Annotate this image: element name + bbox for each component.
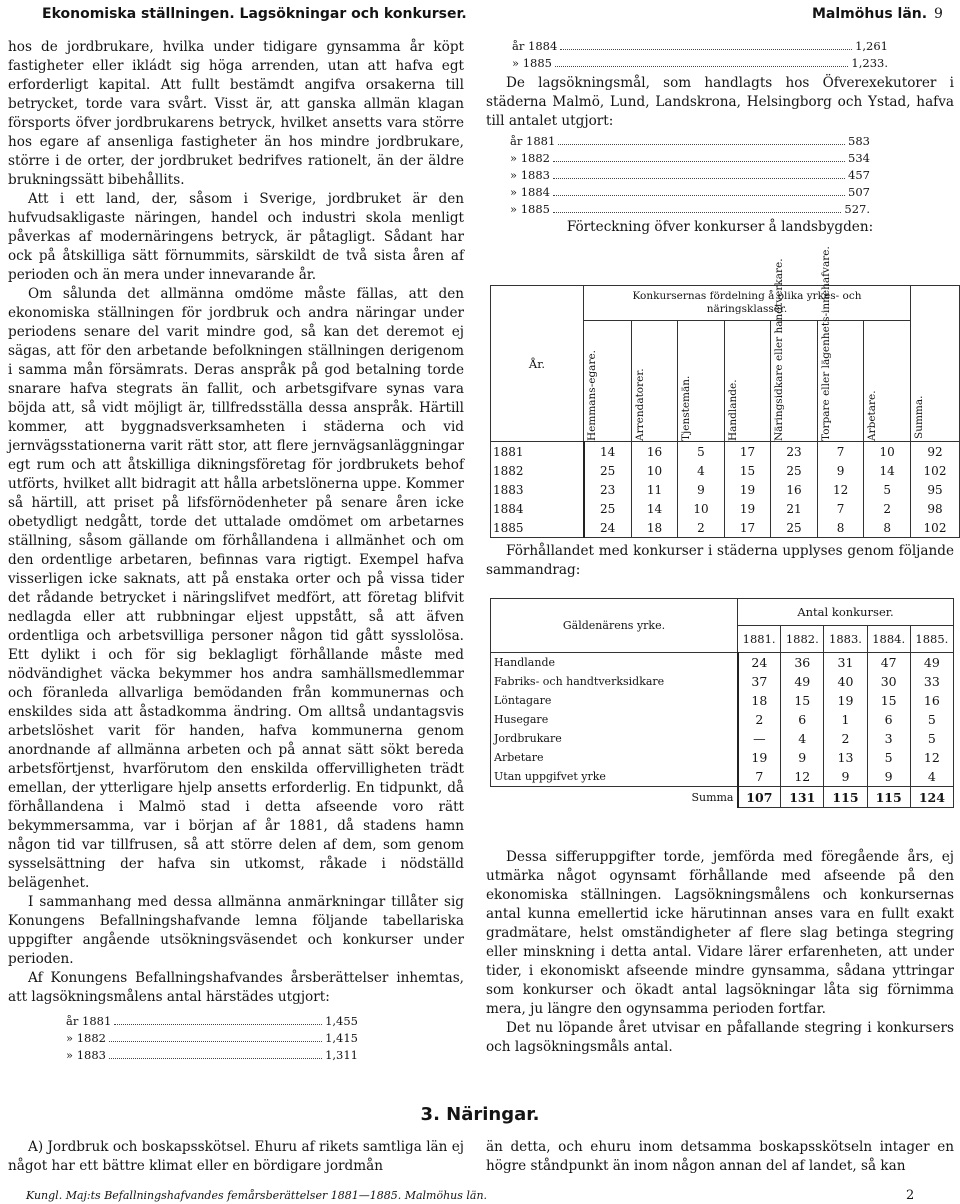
column-header: Arrendatorer. — [631, 321, 678, 442]
column-header: Torpare eller lägenhets-innehafvare. — [817, 321, 864, 442]
column-header: Arbetare. — [864, 321, 911, 442]
table-row: 1885 24 18 2 17 25 8 8 102 — [491, 518, 960, 538]
section-heading: 3. Näringar. — [420, 1104, 540, 1125]
table-row: Fabriks- och handtverksidkare 37 49 40 30 33 — [491, 672, 954, 691]
list-item: » 1882 534 — [510, 151, 870, 165]
rural-table-title: Förteckning öfver konkurser å landsbygden: — [566, 219, 874, 235]
rural-bankruptcy-table — [490, 246, 960, 538]
section-left-text — [8, 1138, 464, 1176]
left-column — [8, 38, 464, 1064]
column-group-header: Antal konkurser. — [738, 599, 954, 626]
paragraph: Dessa sifferuppgifter torde, jemförda med föregående års, ej utmärka något ogynsamt förhållande med afseende på den ekonomiska ställningen. Lagsökningsmålens och konkursernas antal kunna emellertid icke härutinnan anses vara en fullt exakt gradmätare, helst omständigheter af flere slag betinga stegring eller minskning i detta antal. Vidare lärer erfarenheten, att under tider, i ekonomiskt afseende mindre gynsamma, sådana yttringar som konkurser och ökadt antal lagsökningar låta sig förnimma mera, ju längre den ogynsamma perioden fortfar. — [486, 849, 954, 1017]
paragraph: Att i ett land, der, såsom i Sverige, jordbruket är den hufvudsakligaste näringen, handel och industri skola menligt påverkas af modernäringens betryck, är påtagligt. Sådant har ock på åtskilliga sätt förnummits, särskildt de två sista åren af perioden och än mera under innevarande år. — [8, 191, 464, 283]
list-item: » 1883 457 — [510, 168, 870, 182]
column-group-header: Konkursernas fördelning å olika yrkes- och näringsklasser. — [584, 286, 911, 321]
column-header-year: 1881. — [738, 626, 781, 653]
column-header: Hemmans-egare. — [584, 321, 632, 442]
table-sum-row: Summa 107 131 115 115 124 — [491, 787, 954, 808]
table-row: 1882 25 10 4 15 25 9 14 102 — [491, 461, 960, 480]
table-row: Arbetare 19 9 13 5 12 — [491, 748, 954, 767]
paragraph: I sammanhang med dessa allmänna anmärkningar tillåter sig Konungens Befallningshafvande lemna följande tabellariska uppgifter angående utsökningsväsendet och konkurser under perioden. — [8, 894, 464, 967]
lagsokning-list-cont — [512, 38, 888, 72]
list-item: » 1884 507 — [510, 185, 870, 199]
column-header: Näringsidkare eller handtverkare. — [771, 321, 818, 442]
list-item: år 1884 1,261 — [512, 39, 888, 53]
table-row: 1881 14 16 5 17 23 7 10 92 — [491, 442, 960, 462]
paragraph: Om sålunda det allmänna omdöme måste fällas, att den ekonomiska ställningen för jordbruk och andra näringar under periodens senare del varit mindre god, så kan det deremot ej sägas, att för den arbetande befolkningen ställningen derigenom i samma mån försämrats. Deras anspråk på god betalning torde snarare hafva stegrats än fallit, och arbetsgifvare synas vara böjda att, så vidt möjligt är, tillfredsställa dessa anspråk. Härtill kommer, att byggnadsverksamheten i städerna och vid jernvägsstationerna varit rätt stor, att flere jernvägsanläggningar egt rum och att åtskilliga dikningsföretag för jordbrukets behof utförts, hvilket allt bidragit att hålla arbetslönerna uppe. Kommer så härtill, att priset på lifsförnödenheter på senare åren icke obetydligt nedgått, torde det uttalade omdömet om arbetarnes ställning, såsom gällande om förhållandena i allmänhet och om den ordentlige arbetaren, befinnas vara rigtigt. Exempel hafva visserligen icke saknats, att på enstaka orter och på vissa tider det rådande betrycket i näringslifvet medfört, att företag blifvit nedlagda eller att rubbningar eljest uppstått, så att äfven ordentliga och arbetsvilliga personer någon tid gått sysslolösa. Ett dylikt i och för sig beklagligt förhållande måste med nödvändighet väcka bekymmer hos andra samhällsmedlemmar och föranleda allvarliga bemödanden från kommunernas och enskildes sida att åstadkomma ändring. Om alltså undantagsvis arbetslöshet varit för handen, hafva kommunerna genom anordnande af allmänna arbeten och på annat sätt sökt bereda arbetsförtjenst, hvarförutom den enskilda offervilligheten trädt emellan, der ytterligare hjelp ansetts erforderlig. En tidpunkt, då förhållandena i Malmö stad i detta afseende voro rätt bekymmersamma, var i början af år 1881, då stadens hamn någon tid var tillfrusen, så att större delen af dem, som genom sysselsättning der hafva sin utkomst, råkade i nödställd belägenhet. — [8, 286, 464, 891]
page-number: 9 — [934, 6, 943, 22]
lagsokning-list — [66, 1013, 358, 1064]
table-row: 1883 23 11 9 19 16 12 5 95 — [491, 480, 960, 499]
paragraph: Af Konungens Befallningshafvandes årsberättelser inhemtas, att lagsökningsmålens antal härstädes utgjort: — [8, 970, 464, 1005]
table-row: 1884 25 14 10 19 21 7 2 98 — [491, 499, 960, 518]
section-right-text — [486, 1138, 954, 1176]
town-bankruptcy-table — [490, 598, 954, 808]
list-item: » 1883 1,311 — [66, 1048, 358, 1062]
column-header: Tjenstemän. — [678, 321, 725, 442]
table-row: Husegare 2 6 1 6 5 — [491, 710, 954, 729]
list-item: » 1885 1,233. — [512, 56, 888, 70]
column-header-year: 1884. — [867, 626, 910, 653]
right-column-closing — [486, 848, 954, 1057]
table-row: Jordbrukare — 4 2 3 5 — [491, 729, 954, 748]
column-header: Handlande. — [724, 321, 771, 442]
column-header-year: 1882. — [781, 626, 824, 653]
table-row: Löntagare 18 15 19 15 16 — [491, 691, 954, 710]
paragraph: A) Jordbruk och boskapsskötsel. Ehuru af rikets samtliga län ej något har ett bättre klimat eller en bördigare jordmån — [8, 1139, 464, 1174]
town-table-intro — [486, 542, 954, 580]
table-row: Utan uppgifvet yrke 7 12 9 9 4 — [491, 767, 954, 787]
column-header-year: 1885. — [910, 626, 953, 653]
paragraph: hos de jordbrukare, hvilka under tidigare gynsamma år köpt fastigheter eller ikládt sig höga arrenden, utan att hafva egt erforderligt kapital. Att fullt bestämdt angifva orsakerna till betrycket, torde vara svårt. Visst är, att ganska allmän klagan försports öfver jordbrukarens betryck, hvilket ansetts vara större hos egare af ansenliga fastigheter än hos mindre jordbrukare, större i de orter, der jordbruket bedrifves rationelt, än der äldre brukningssätt bibehållits. — [8, 39, 464, 188]
column-header-sum: Summa. — [911, 286, 960, 442]
list-item: år 1881 1,455 — [66, 1014, 358, 1028]
paragraph: Det nu löpande året utvisar en påfallande stegring i konkursers och lagsökningsmåls antal. — [486, 1020, 954, 1055]
paragraph: än detta, och ehuru inom detsamma boskapsskötseln intager en högre ståndpunkt än inom någon annan del af landet, så kan — [486, 1139, 954, 1174]
list-item: » 1882 1,415 — [66, 1031, 358, 1045]
column-header-year: År. — [491, 286, 584, 442]
town-lagsokning-list — [510, 133, 870, 218]
footer-signature: Kungl. Maj:ts Befallningshafvandes femårsberättelser 1881—1885. Malmöhus län. — [26, 1189, 488, 1202]
running-header-title: Ekonomiska ställningen. Lagsökningar och konkurser. — [42, 6, 467, 22]
column-header-profession: Gäldenärens yrke. — [491, 599, 738, 653]
footer-sheet-number: 2 — [906, 1188, 915, 1203]
paragraph: De lagsökningsmål, som handlagts hos Öfverexekutorer i städerna Malmö, Lund, Landskrona, Helsingborg och Ystad, hafva till antalet utgjort: — [486, 75, 954, 129]
table-row: Handlande 24 36 31 47 49 — [491, 653, 954, 673]
paragraph: Förhållandet med konkurser i städerna upplyses genom följande sammandrag: — [486, 543, 954, 578]
running-header-region: Malmöhus län. — [812, 6, 928, 22]
list-item: år 1881 583 — [510, 134, 870, 148]
column-header-year: 1883. — [824, 626, 867, 653]
right-column — [486, 38, 954, 237]
list-item: » 1885 527. — [510, 202, 870, 216]
